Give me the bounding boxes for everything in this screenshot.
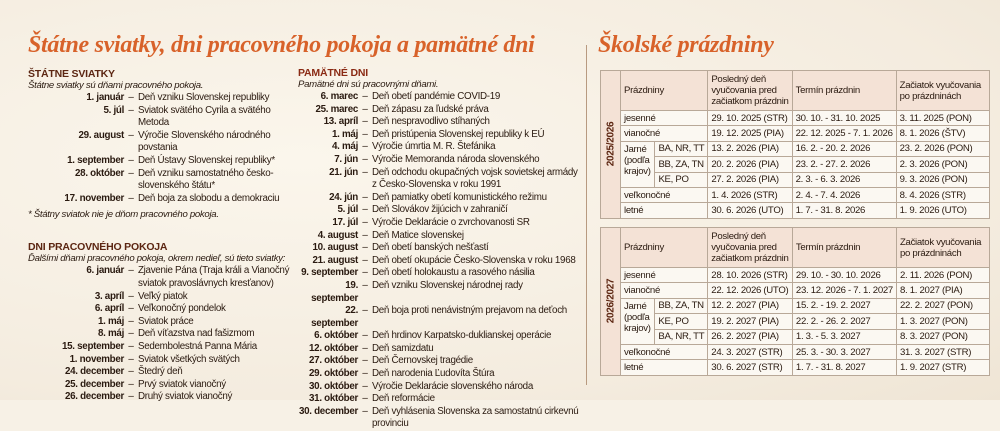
school-restart: 8. 4. 2026 (STR) (896, 187, 989, 202)
item-date: 21. jún (329, 166, 358, 178)
last-school-day: 22. 12. 2026 (UTO) (708, 283, 793, 298)
memorial-column (298, 67, 580, 431)
item-date: 29. október (309, 368, 358, 380)
dash-separator: – (362, 368, 368, 380)
item-text: Výročie úmrtia M. R. Štefánika (372, 141, 496, 153)
item-date: 10. august (312, 242, 358, 254)
dash-separator: – (128, 353, 134, 365)
holiday-term: 25. 3. - 30. 3. 2027 (792, 344, 896, 359)
school-holidays-table-2026-2027 (600, 227, 990, 376)
item-text: Štedrý deň (138, 366, 183, 378)
table-header-row (601, 71, 990, 111)
last-school-day: 13. 2. 2026 (PIA) (708, 141, 792, 156)
holiday-name: jesenné (621, 111, 708, 126)
dash-separator: – (362, 216, 368, 228)
item-date: 25. december (64, 378, 124, 390)
school-restart: 8. 3. 2027 (PON) (896, 329, 989, 344)
school-year-cell (601, 71, 621, 219)
holiday-name: BA, NR, TT (655, 329, 708, 344)
dash-separator: – (362, 254, 368, 266)
item-date: 17. júl (332, 216, 358, 228)
dash-separator: – (128, 129, 134, 141)
holiday-name: KE, PO (655, 172, 708, 187)
list-item (298, 305, 580, 330)
item-text: Deň narodenia Ľudovíta Štúra (372, 368, 495, 380)
dash-separator: – (128, 265, 134, 277)
item-text: Deň samizdatu (372, 342, 434, 354)
item-text: Deň Matice slovenskej (372, 229, 464, 241)
list-item (28, 303, 290, 316)
item-date: 6. január (86, 265, 124, 277)
list-item (28, 168, 290, 193)
last-school-day: 24. 3. 2027 (STR) (708, 344, 793, 359)
list-item (28, 366, 290, 379)
holiday-name: BB, ZA, TN (655, 298, 708, 313)
item-text: Zjavenie Pána (Traja králi a Vianočný sviatok pravoslávnych kresťanov) (138, 265, 290, 289)
holiday-name: vianočné (621, 126, 708, 141)
list-item (298, 280, 580, 305)
holiday-term: 16. 2. - 20. 2. 2026 (792, 141, 896, 156)
list-item (28, 379, 290, 392)
list-item (28, 291, 290, 304)
last-school-day: 27. 2. 2026 (PIA) (708, 172, 792, 187)
school-restart: 1. 3. 2027 (PON) (896, 314, 989, 329)
last-school-day: 19. 12. 2025 (PIA) (708, 126, 792, 141)
item-text: Deň odchodu okupačných vojsk sovietskej armády z Česko-Slovenska v roku 1991 (372, 166, 578, 191)
item-text: Sviatok všetkých svätých (138, 353, 240, 365)
item-text: Deň Slovákov žijúcich v zahraničí (372, 204, 508, 216)
dash-separator: – (128, 167, 134, 179)
list-item (298, 230, 580, 243)
item-date: 4. august (317, 229, 358, 241)
dash-separator: – (362, 204, 368, 216)
item-date: 5. júl (103, 104, 124, 116)
list-item (28, 391, 290, 404)
holiday-term: 1. 3. - 5. 3. 2027 (792, 329, 896, 344)
item-text: Deň víťazstva nad fašizmom (138, 328, 255, 340)
item-date: 25. marec (315, 103, 358, 115)
dash-separator: – (128, 104, 134, 116)
holiday-term: 1. 7. - 31. 8. 2026 (792, 203, 896, 218)
item-date: 6. marec (320, 91, 358, 102)
spring-holidays-label: Jarné (podľa krajov) (621, 141, 655, 187)
state-holidays-note: Štátne sviatky sú dňami pracovného pokoja. (28, 80, 204, 91)
dash-separator: – (128, 192, 134, 204)
item-text: Deň boja za slobodu a demokraciu (138, 192, 280, 204)
item-date: 17. november (64, 192, 124, 204)
holiday-term: 2. 4. - 7. 4. 2026 (792, 187, 896, 202)
item-date: 26. december (64, 391, 124, 403)
item-date: 31. október (309, 393, 358, 405)
dash-separator: – (362, 103, 368, 115)
holiday-term: 23. 2. - 27. 2. 2026 (792, 157, 896, 172)
rest-days-note: Ďalšími dňami pracovného pokoja, okrem nedieľ, sú tieto sviatky: (28, 253, 286, 265)
item-text: Deň Ústavy Slovenskej republiky* (138, 154, 275, 166)
last-school-day: 19. 2. 2027 (PIA) (708, 314, 793, 329)
holiday-term: 22. 2. - 26. 2. 2027 (792, 314, 896, 329)
item-text: Prvý sviatok vianočný (138, 378, 226, 390)
table-row (601, 329, 990, 344)
holiday-term: 2. 3. - 6. 3. 2026 (792, 172, 896, 187)
list-item (28, 328, 290, 341)
item-text: Deň Černovskej tragédie (372, 355, 473, 367)
school-restart: 31. 3. 2027 (STR) (896, 344, 989, 359)
item-text: Veľkonočný pondelok (138, 303, 226, 315)
memorial-days-list (298, 91, 580, 431)
school-restart: 2. 11. 2026 (PON) (896, 268, 989, 283)
school-year-label: 2025/2026 (605, 122, 616, 167)
item-text: Sedembolestná Panna Mária (138, 340, 257, 352)
last-school-day: 12. 2. 2027 (PIA) (708, 298, 793, 313)
last-school-day: 1. 4. 2026 (STR) (708, 187, 792, 202)
column-divider (586, 45, 587, 385)
list-item (28, 105, 290, 130)
holiday-name: BA, NR, TT (655, 141, 708, 156)
item-date: 3. apríl (94, 290, 124, 302)
item-date: 28. október (75, 167, 124, 179)
table-row (601, 172, 990, 187)
state-holidays-list (28, 92, 290, 205)
item-date: 19. september (311, 279, 358, 304)
table-row (601, 203, 990, 218)
list-item (298, 204, 580, 217)
school-restart: 1. 9. 2026 (UTO) (896, 203, 989, 218)
list-item (298, 116, 580, 129)
dash-separator: – (128, 92, 134, 103)
item-date: 30. október (309, 380, 358, 392)
dash-separator: – (362, 166, 368, 178)
page-title: Štátne sviatky, dni pracovného pokoja a pamätné dni (28, 32, 535, 58)
column-header: Posledný deň vyučovania pred začiatkom prázdnin (708, 71, 792, 111)
school-restart: 8. 1. 2026 (ŠTV) (896, 126, 989, 141)
item-date: 12. október (309, 342, 358, 354)
last-school-day: 29. 10. 2025 (STR) (708, 111, 792, 126)
item-text: Deň nespravodlivo stíhaných (372, 116, 490, 128)
state-footnote: * Štátny sviatok nie je dňom pracovného pokoja. (28, 209, 219, 221)
list-item (298, 368, 580, 381)
dash-separator: – (128, 391, 134, 403)
table-row (601, 157, 990, 172)
memorial-days-note: Pamätné dni sú pracovnými dňami. (298, 79, 439, 90)
school-restart: 8. 1. 2027 (PIA) (896, 283, 989, 298)
dash-separator: – (128, 378, 134, 390)
list-item (28, 265, 290, 290)
item-date: 21. august (312, 254, 358, 266)
rest-days-list (28, 265, 290, 404)
table-row (601, 141, 990, 156)
item-date: 6. apríl (94, 303, 124, 315)
column-header: Termín prázdnin (792, 228, 896, 268)
dash-separator: – (362, 191, 368, 203)
list-item (28, 155, 290, 168)
list-item (28, 354, 290, 367)
dash-separator: – (362, 342, 368, 354)
holiday-term: 29. 10. - 30. 10. 2026 (792, 268, 896, 283)
list-item (298, 129, 580, 142)
dash-separator: – (362, 267, 368, 279)
item-date: 1. november (69, 353, 124, 365)
list-item (28, 193, 290, 206)
dash-separator: – (362, 141, 368, 153)
item-date: 1. september (67, 154, 124, 166)
list-item (28, 130, 290, 155)
item-date: 6. október (314, 330, 358, 342)
list-item (298, 217, 580, 230)
table-row (601, 187, 990, 202)
school-year-label: 2026/2027 (605, 279, 616, 324)
item-date: 24. jún (329, 191, 358, 203)
dash-separator: – (128, 154, 134, 166)
school-restart: 2. 3. 2026 (PON) (896, 157, 989, 172)
item-date: 13. apríl (323, 116, 358, 128)
item-date: 5. júl (337, 204, 358, 216)
last-school-day: 28. 10. 2026 (STR) (708, 268, 793, 283)
column-header: Začiatok vyučovania po prázdninách (896, 228, 989, 268)
dash-separator: – (128, 366, 134, 378)
dash-separator: – (362, 355, 368, 367)
dash-separator: – (362, 279, 368, 291)
memorial-days-heading: PAMÄTNÉ DNI (298, 67, 368, 79)
holiday-name: vianočné (621, 283, 708, 298)
last-school-day: 30. 6. 2026 (UTO) (708, 203, 792, 218)
list-item (298, 255, 580, 268)
table-row (601, 111, 990, 126)
item-date: 1. máj (98, 315, 124, 327)
item-text: Deň reformácie (372, 393, 435, 405)
item-text: Deň vzniku Slovenskej národnej rady (372, 279, 523, 291)
school-holidays-title: Školské prázdniny (598, 32, 774, 58)
item-text: Deň vzniku Slovenskej republiky (138, 92, 270, 103)
item-text: Deň obetí okupácie Česko-Slovenska v roku 1968 (372, 254, 576, 266)
item-text: Výročie Slovenského národného povstania (138, 129, 271, 154)
holiday-term: 1. 7. - 31. 8. 2027 (792, 360, 896, 375)
holiday-name: BB, ZA, TN (655, 157, 708, 172)
holiday-term: 15. 2. - 19. 2. 2027 (792, 298, 896, 313)
dash-separator: – (362, 330, 368, 342)
school-restart: 3. 11. 2025 (PON) (896, 111, 989, 126)
item-date: 8. máj (98, 328, 124, 340)
table-row (601, 268, 990, 283)
column-header: Posledný deň vyučovania pred začiatkom prázdnin (708, 228, 793, 268)
table-row (601, 314, 990, 329)
item-text: Sviatok svätého Cyrila a svätého Metoda (138, 104, 271, 129)
left-column (28, 68, 290, 404)
holiday-name: jesenné (621, 268, 708, 283)
item-date: 24. december (64, 366, 124, 378)
item-date: 29. august (78, 129, 124, 141)
item-date: 27. október (309, 355, 358, 367)
dash-separator: – (128, 315, 134, 327)
item-text: Deň pamiatky obetí komunistického režimu (372, 191, 547, 203)
dash-separator: – (362, 128, 368, 140)
list-item (298, 242, 580, 255)
item-text: Deň hrdinov Karpatsko-duklianskej operácie (372, 330, 552, 342)
list-item (298, 154, 580, 167)
item-text: Výročie Deklarácie slovenského národa (372, 380, 533, 392)
list-item (298, 141, 580, 154)
holiday-term: 30. 10. - 31. 10. 2025 (792, 111, 896, 126)
item-text: Veľký piatok (138, 290, 188, 302)
item-date: 22. september (311, 305, 358, 329)
school-holidays-table-2025-2026 (600, 70, 990, 219)
column-header: Prázdniny (621, 228, 708, 268)
dash-separator: – (362, 380, 368, 392)
state-holidays-heading: ŠTÁTNE SVIATKY (28, 68, 115, 80)
school-restart: 1. 9. 2027 (STR) (896, 360, 989, 375)
list-item (28, 316, 290, 329)
item-text: Deň pristúpenia Slovenskej republiky k EÚ (372, 128, 545, 140)
item-date: 4. máj (332, 141, 358, 153)
item-date: 9. september (301, 267, 358, 279)
school-restart: 22. 2. 2027 (PON) (896, 298, 989, 313)
column-header: Začiatok vyučovania po prázdninách (896, 71, 989, 111)
item-text: Deň zápasu za ľudské práva (372, 103, 489, 115)
holiday-term: 22. 12. 2025 - 7. 1. 2026 (792, 126, 896, 141)
dash-separator: – (128, 340, 134, 352)
holiday-name: letné (621, 360, 708, 375)
item-text: Deň vzniku samostatného česko-slovenského štátu* (138, 167, 274, 192)
last-school-day: 30. 6. 2027 (STR) (708, 360, 793, 375)
holiday-term: 23. 12. 2026 - 7. 1. 2027 (792, 283, 896, 298)
spring-holidays-label: Jarné (podľa krajov) (621, 298, 655, 344)
list-item (298, 343, 580, 356)
dash-separator: – (128, 328, 134, 340)
item-date: 1. január (86, 92, 124, 103)
item-text: Deň vyhlásenia Slovenska za samostatnú cirkevnú provinciu (372, 405, 579, 430)
list-item (298, 267, 580, 280)
last-school-day: 20. 2. 2026 (PIA) (708, 157, 792, 172)
item-text: Deň boja proti nenávistným prejavom na deťoch (372, 305, 567, 317)
item-text: Deň obetí pandémie COVID-19 (372, 91, 501, 102)
table-row (601, 283, 990, 298)
item-date: 7. jún (334, 153, 358, 165)
school-restart: 23. 2. 2026 (PON) (896, 141, 989, 156)
column-header: Termín prázdnin (792, 71, 896, 111)
school-year-cell (601, 228, 621, 376)
table-row (601, 344, 990, 359)
item-text: Druhý sviatok vianočný (138, 391, 233, 403)
item-text: Výročie Deklarácie o zvrchovanosti SR (372, 216, 530, 228)
item-text: Deň obetí holokaustu a rasového násilia (372, 267, 535, 279)
dash-separator: – (362, 405, 368, 417)
dash-separator: – (362, 153, 368, 165)
table-row (601, 126, 990, 141)
item-date: 15. september (62, 340, 124, 352)
dash-separator: – (362, 91, 368, 102)
rest-days-heading: DNI PRACOVNÉHO POKOJA (28, 241, 168, 254)
table-header-row (601, 228, 990, 268)
item-date: 30. december (298, 405, 358, 417)
item-text: Sviatok práce (138, 315, 194, 327)
list-item (298, 381, 580, 394)
column-header: Prázdniny (621, 71, 708, 111)
list-item (298, 167, 580, 192)
school-restart: 9. 3. 2026 (PON) (896, 172, 989, 187)
list-item (28, 92, 290, 105)
dash-separator: – (362, 242, 368, 254)
table-row (601, 298, 990, 313)
dash-separator: – (362, 229, 368, 241)
list-item (28, 341, 290, 354)
last-school-day: 26. 2. 2027 (PIA) (708, 329, 793, 344)
list-item (298, 330, 580, 343)
list-item (298, 355, 580, 368)
list-item (298, 192, 580, 205)
dash-separator: – (362, 393, 368, 405)
item-text: Deň obetí banských nešťastí (372, 242, 489, 254)
dash-separator: – (362, 305, 368, 317)
list-item (298, 104, 580, 117)
list-item (298, 406, 580, 431)
dash-separator: – (128, 303, 134, 315)
holiday-name: letné (621, 203, 708, 218)
item-date: 1. máj (332, 128, 358, 140)
holiday-name: veľkonočné (621, 344, 708, 359)
item-text: Výročie Memoranda národa slovenského (372, 153, 540, 165)
dash-separator: – (362, 116, 368, 128)
dash-separator: – (128, 290, 134, 302)
holiday-name: KE, PO (655, 314, 708, 329)
table-row (601, 360, 990, 375)
holiday-name: veľkonočné (621, 187, 708, 202)
list-item (298, 91, 580, 104)
